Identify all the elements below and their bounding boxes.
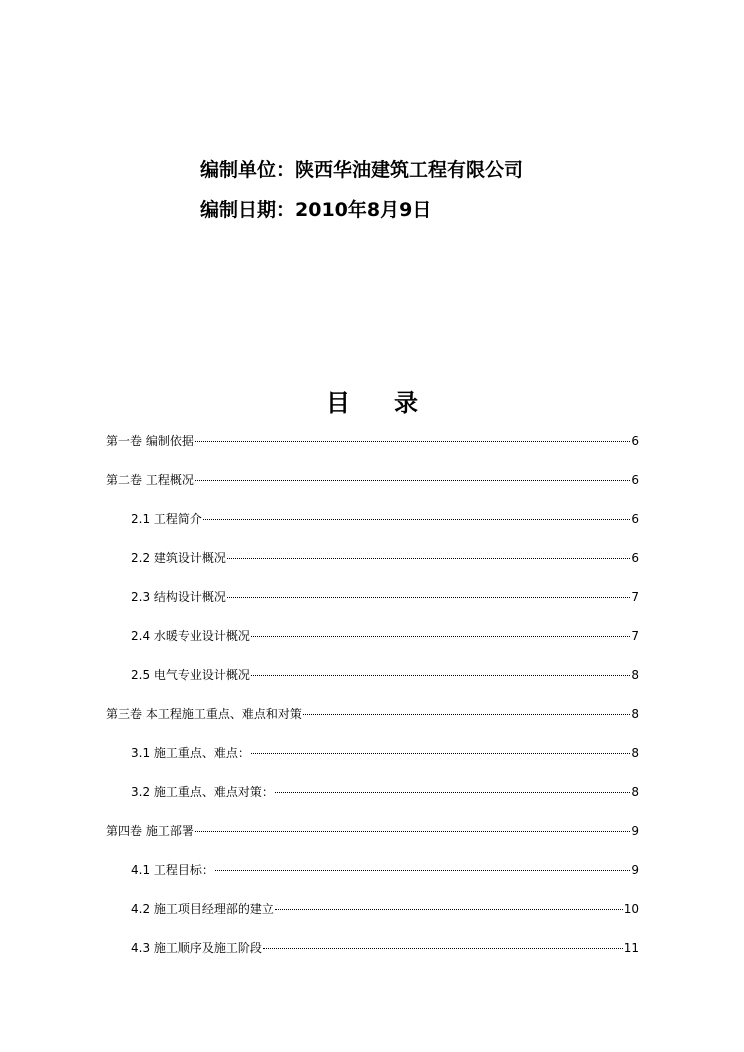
toc-entry-label: 第四卷 施工部署 xyxy=(106,824,194,838)
toc-entry-page-number: 10 xyxy=(623,902,639,916)
toc-entry-page-number: 6 xyxy=(631,512,639,526)
toc-entry[interactable] xyxy=(106,431,639,470)
toc-entry-page-number: 6 xyxy=(631,551,639,565)
toc-dot-leader xyxy=(195,468,631,481)
toc-entry[interactable] xyxy=(106,509,639,548)
toc-entry-page-number: 8 xyxy=(631,746,639,760)
toc-entry-label: 4.1 工程目标： xyxy=(131,863,214,877)
toc-entry[interactable] xyxy=(106,938,639,977)
toc-entry[interactable] xyxy=(106,587,639,626)
toc-entry-page-number: 7 xyxy=(631,629,639,643)
toc-entry-label: 2.3 结构设计概况 xyxy=(131,590,226,604)
toc-entry[interactable] xyxy=(106,860,639,899)
toc-entry[interactable] xyxy=(106,821,639,860)
toc-entry[interactable] xyxy=(106,626,639,665)
toc-entry-label: 2.4 水暖专业设计概况 xyxy=(131,629,250,643)
toc-entry[interactable] xyxy=(106,704,639,743)
toc-entry-label: 3.1 施工重点、难点： xyxy=(131,746,250,760)
toc-entry-page-number: 6 xyxy=(631,434,639,448)
toc-dot-leader xyxy=(215,858,630,871)
toc-entry-page-number: 8 xyxy=(631,785,639,799)
toc-entry-label: 第一卷 编制依据 xyxy=(106,434,194,448)
toc-dot-leader xyxy=(195,819,631,832)
compiling-date: 编制日期：2010年8月9日 xyxy=(200,199,432,221)
table-of-contents xyxy=(106,431,639,977)
toc-entry[interactable] xyxy=(106,665,639,704)
toc-entry-label: 第三卷 本工程施工重点、难点和对策 xyxy=(106,707,302,721)
toc-dot-leader xyxy=(195,429,631,442)
toc-entry-label: 4.2 施工项目经理部的建立 xyxy=(131,902,274,916)
toc-entry-page-number: 9 xyxy=(631,824,639,838)
toc-entry-label: 3.2 施工重点、难点对策： xyxy=(131,785,274,799)
toc-entry[interactable] xyxy=(106,548,639,587)
toc-entry-label: 第二卷 工程概况 xyxy=(106,473,194,487)
toc-dot-leader xyxy=(263,936,623,949)
toc-entry[interactable] xyxy=(106,743,639,782)
toc-dot-leader xyxy=(303,702,631,715)
compiling-unit: 编制单位：陕西华油建筑工程有限公司 xyxy=(200,159,524,181)
toc-entry-page-number: 7 xyxy=(631,590,639,604)
toc-entry-page-number: 8 xyxy=(631,668,639,682)
toc-dot-leader xyxy=(227,585,630,598)
toc-dot-leader xyxy=(251,624,630,637)
toc-entry-page-number: 9 xyxy=(631,863,639,877)
toc-dot-leader xyxy=(251,663,630,676)
toc-entry[interactable] xyxy=(106,470,639,509)
toc-entry-page-number: 8 xyxy=(631,707,639,721)
toc-dot-leader xyxy=(203,507,630,520)
toc-title: 目录 xyxy=(326,389,462,417)
toc-entry[interactable] xyxy=(106,782,639,821)
toc-entry-label: 2.1 工程简介 xyxy=(131,512,202,526)
toc-entry-label: 2.2 建筑设计概况 xyxy=(131,551,226,565)
toc-entry[interactable] xyxy=(106,899,639,938)
toc-dot-leader xyxy=(227,546,630,559)
toc-entry-page-number: 6 xyxy=(631,473,639,487)
toc-dot-leader xyxy=(251,741,630,754)
toc-dot-leader xyxy=(275,897,623,910)
toc-dot-leader xyxy=(275,780,630,793)
toc-entry-page-number: 11 xyxy=(623,941,639,955)
toc-entry-label: 4.3 施工顺序及施工阶段 xyxy=(131,941,262,955)
toc-entry-label: 2.5 电气专业设计概况 xyxy=(131,668,250,682)
